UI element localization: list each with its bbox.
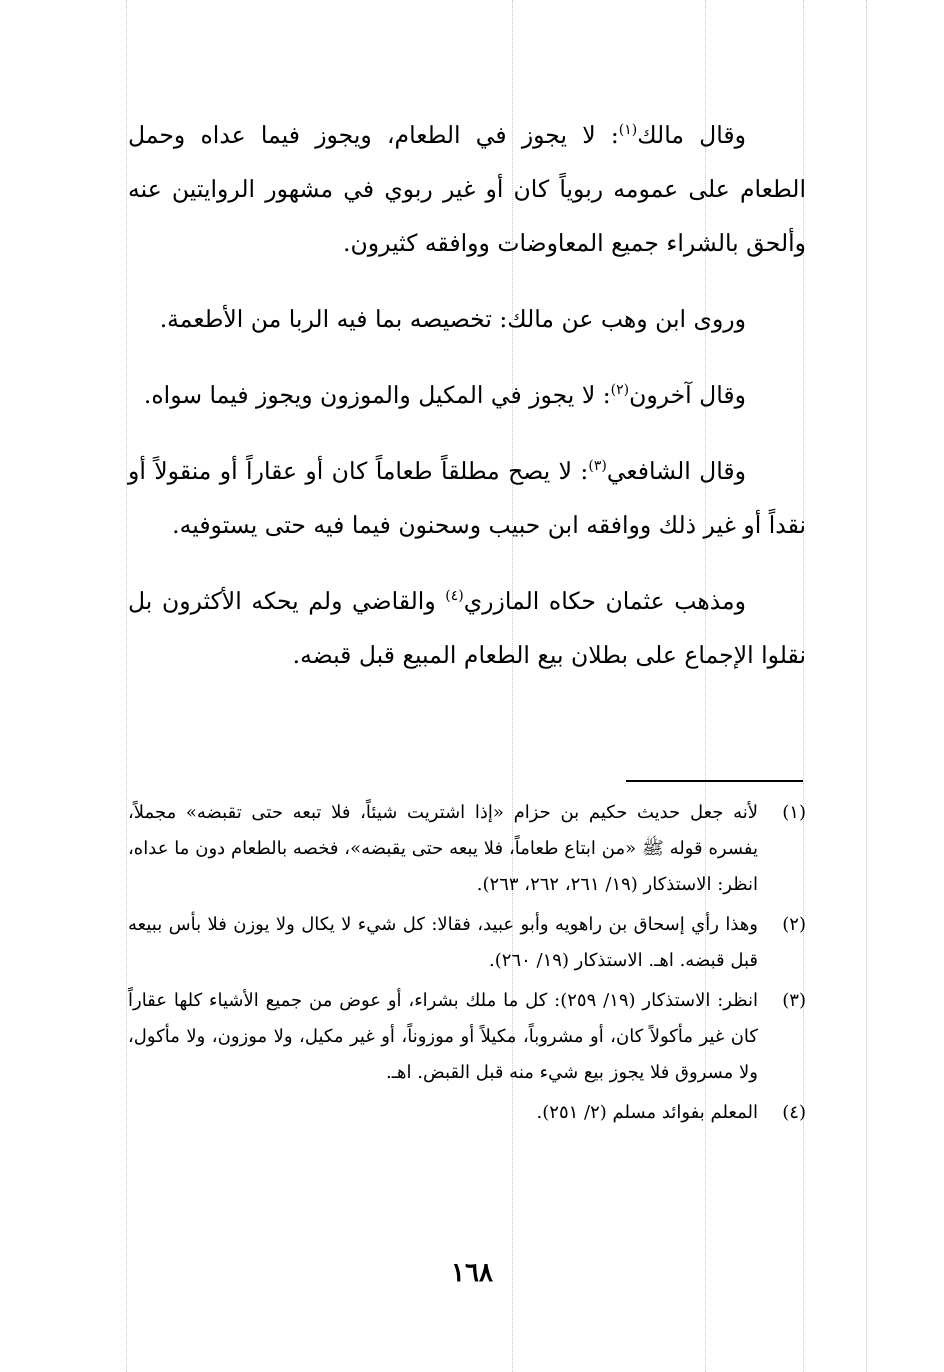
paragraph-text: : لا يجوز في الطعام، ويجوز فيما عداه وحمل الطعام على عمومه ربوياً كان أو غير ربوي في مشهور الروايتين عنه وألحق بالشراء جميع المعاوضات ووافقه كثيرون. bbox=[128, 121, 806, 257]
footnote-number: (٢) bbox=[782, 914, 806, 935]
footnote-number: (١) bbox=[782, 802, 806, 823]
page-number: ١٦٨ bbox=[451, 1258, 493, 1288]
paragraph-text: ومذهب عثمان حكاه المازري bbox=[463, 587, 746, 615]
paragraph-text: وقال مالك bbox=[637, 121, 746, 149]
paragraph-text: وقال آخرون bbox=[629, 381, 746, 409]
footnotes-section bbox=[128, 795, 806, 1135]
footnote-reference[interactable]: (٣) bbox=[588, 458, 607, 475]
footnote-item bbox=[128, 795, 806, 903]
paragraph-uthman bbox=[128, 574, 806, 682]
paragraph-text: والقاضي ولم يحكه الأكثرون بل نقلوا الإجماع على بطلان بيع الطعام المبيع قبل قبضه. bbox=[128, 587, 806, 669]
paragraph-malik bbox=[128, 108, 806, 270]
paragraph-ibn-wahb bbox=[128, 292, 806, 346]
footnote-reference[interactable]: (٢) bbox=[610, 382, 630, 399]
paragraph-text: وقال الشافعي bbox=[606, 457, 746, 485]
footnote-item bbox=[128, 1095, 806, 1131]
scan-artifact-line bbox=[126, 0, 127, 1372]
footnote-item bbox=[128, 983, 806, 1091]
footnote-text: لأنه جعل حديث حكيم بن حزام «إذا اشتريت شيئاً، فلا تبعه حتى تقبضه» مجملاً، يفسره قوله ﷺ «من ابتاع طعاماً، فلا يبعه حتى يقبضه»، فخصه بالطعام دون ما عداه، انظر: الاستذكار (١٩/ ٢٦١، ٢٦٢، ٢٦٣). bbox=[128, 802, 758, 895]
footnote-number: (٤) bbox=[782, 1102, 806, 1123]
footnote-item bbox=[128, 907, 806, 979]
footnote-reference[interactable]: (٤) bbox=[445, 588, 464, 605]
paragraph-text: وروى ابن وهب عن مالك: تخصيصه بما فيه الربا من الأطعمة. bbox=[159, 305, 746, 333]
paragraph-text: : لا يصح مطلقاً طعاماً كان أو عقاراً أو منقولاً أو نقداً أو غير ذلك ووافقه ابن حبيب وسحنون فيما فيه حتى يستوفيه. bbox=[128, 457, 806, 539]
paragraph-shafii bbox=[128, 444, 806, 552]
scan-artifact-line bbox=[866, 0, 867, 1372]
footnote-text: وهذا رأي إسحاق بن راهويه وأبو عبيد، فقالا: كل شيء لا يكال ولا يوزن فلا بأس ببيعه قبل قبضه. اهـ. الاستذكار (١٩/ ٢٦٠). bbox=[128, 914, 758, 971]
footnote-number: (٣) bbox=[782, 990, 806, 1011]
footnote-text: المعلم بفوائد مسلم (٢/ ٢٥١). bbox=[536, 1102, 758, 1123]
footnote-text: انظر: الاستذكار (١٩/ ٢٥٩): كل ما ملك بشراء، أو عوض من جميع الأشياء كلها عقاراً كان غير مأكولاً كان، أو مشروباً، مكيلاً أو موزوناً، أو غير مكيل، ولا موزون، ولا مأكول، ولا مسروق فلا يجوز بيع شيء منه قبل القبض. اهـ. bbox=[128, 990, 758, 1083]
footnote-separator bbox=[626, 780, 803, 782]
paragraph-text: : لا يجوز في المكيل والموزون ويجوز فيما سواه. bbox=[143, 381, 611, 409]
main-text-body bbox=[128, 108, 806, 704]
paragraph-others bbox=[128, 368, 806, 422]
footnote-reference[interactable]: (١) bbox=[618, 122, 638, 139]
